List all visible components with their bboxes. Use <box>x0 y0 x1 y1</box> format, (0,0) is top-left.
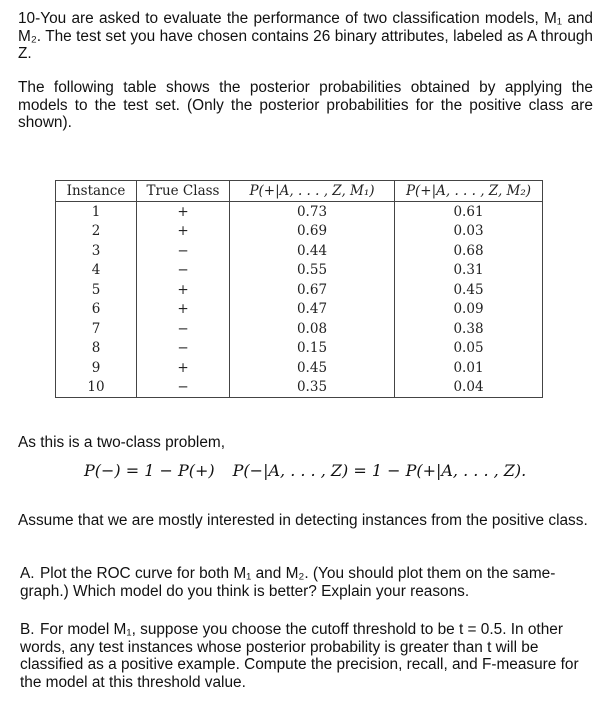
header-p-m1: P(+|A, . . . , Z, M₁) <box>230 181 395 202</box>
cell-true-class: − <box>137 261 230 281</box>
cell-p-m1: 0.08 <box>230 319 395 339</box>
cell-p-m2: 0.09 <box>395 300 543 320</box>
cell-instance: 10 <box>56 378 137 398</box>
table-row <box>56 358 543 378</box>
cell-instance: 6 <box>56 300 137 320</box>
cell-true-class: − <box>137 378 230 398</box>
cell-true-class: + <box>137 280 230 300</box>
cell-p-m2: 0.31 <box>395 261 543 281</box>
cell-true-class: − <box>137 319 230 339</box>
cell-p-m2: 0.68 <box>395 241 543 261</box>
cell-p-m2: 0.01 <box>395 358 543 378</box>
formula-prior: P(−) = 1 − P(+) <box>84 461 215 480</box>
cell-p-m1: 0.35 <box>230 378 395 398</box>
cell-p-m2: 0.04 <box>395 378 543 398</box>
cell-p-m2: 0.38 <box>395 319 543 339</box>
cell-p-m1: 0.67 <box>230 280 395 300</box>
cell-p-m1: 0.45 <box>230 358 395 378</box>
cell-instance: 2 <box>56 222 137 242</box>
cell-true-class: + <box>137 358 230 378</box>
question-intro: 10-You are asked to evaluate the performance of two classification models, M₁ and M₂. The test set you have chosen contains 26 binary attributes, labeled as A through Z. <box>18 10 593 62</box>
table-row <box>56 222 543 242</box>
cell-p-m1: 0.69 <box>230 222 395 242</box>
cell-p-m1: 0.15 <box>230 339 395 359</box>
table-row <box>56 300 543 320</box>
question-b-text: For model M₁, suppose you choose the cutoff threshold to be t = 0.5. In other words, any test instances whose posterior probability is greater than t will be classified as a positive example. Compute the precision, recall, and F-measure for the model at this threshold value. <box>20 621 579 691</box>
table-row <box>56 319 543 339</box>
table-row <box>56 261 543 281</box>
table-row <box>56 339 543 359</box>
cell-p-m2: 0.45 <box>395 280 543 300</box>
cell-p-m2: 0.61 <box>395 202 543 222</box>
header-true-class: True Class <box>137 181 230 202</box>
cell-p-m1: 0.44 <box>230 241 395 261</box>
complement-formula <box>84 461 526 480</box>
two-class-lead: As this is a two-class problem, <box>18 434 225 451</box>
table-row <box>56 202 543 222</box>
cell-true-class: + <box>137 300 230 320</box>
question-b-label: B. <box>20 621 35 638</box>
header-p-m2: P(+|A, . . . , Z, M₂) <box>395 181 543 202</box>
question-a-text: Plot the ROC curve for both M₁ and M₂. (You should plot them on the same-graph.) Which model do you think is better? Explain your reasons. <box>20 565 556 600</box>
cell-true-class: + <box>137 222 230 242</box>
table-intro: The following table shows the posterior probabilities obtained by applying the models to the test set. (Only the posterior probabilities for the positive class are shown). <box>18 79 593 131</box>
cell-instance: 5 <box>56 280 137 300</box>
cell-true-class: − <box>137 339 230 359</box>
assumption-text: Assume that we are mostly interested in detecting instances from the positive class. <box>18 512 588 529</box>
formula-posterior: P(−|A, . . . , Z) = 1 − P(+|A, . . . , Z). <box>232 461 527 480</box>
posterior-probability-table <box>55 180 543 398</box>
cell-p-m1: 0.73 <box>230 202 395 222</box>
question-a <box>20 565 580 600</box>
cell-instance: 7 <box>56 319 137 339</box>
table-row <box>56 378 543 398</box>
cell-instance: 3 <box>56 241 137 261</box>
cell-p-m2: 0.05 <box>395 339 543 359</box>
cell-instance: 8 <box>56 339 137 359</box>
question-b <box>20 621 580 691</box>
table-header-row <box>56 181 543 202</box>
table-row <box>56 241 543 261</box>
question-a-label: A. <box>20 565 35 582</box>
cell-p-m1: 0.55 <box>230 261 395 281</box>
cell-instance: 4 <box>56 261 137 281</box>
cell-true-class: − <box>137 241 230 261</box>
table-row <box>56 280 543 300</box>
cell-instance: 9 <box>56 358 137 378</box>
header-instance: Instance <box>56 181 137 202</box>
cell-p-m2: 0.03 <box>395 222 543 242</box>
cell-p-m1: 0.47 <box>230 300 395 320</box>
cell-true-class: + <box>137 202 230 222</box>
cell-instance: 1 <box>56 202 137 222</box>
